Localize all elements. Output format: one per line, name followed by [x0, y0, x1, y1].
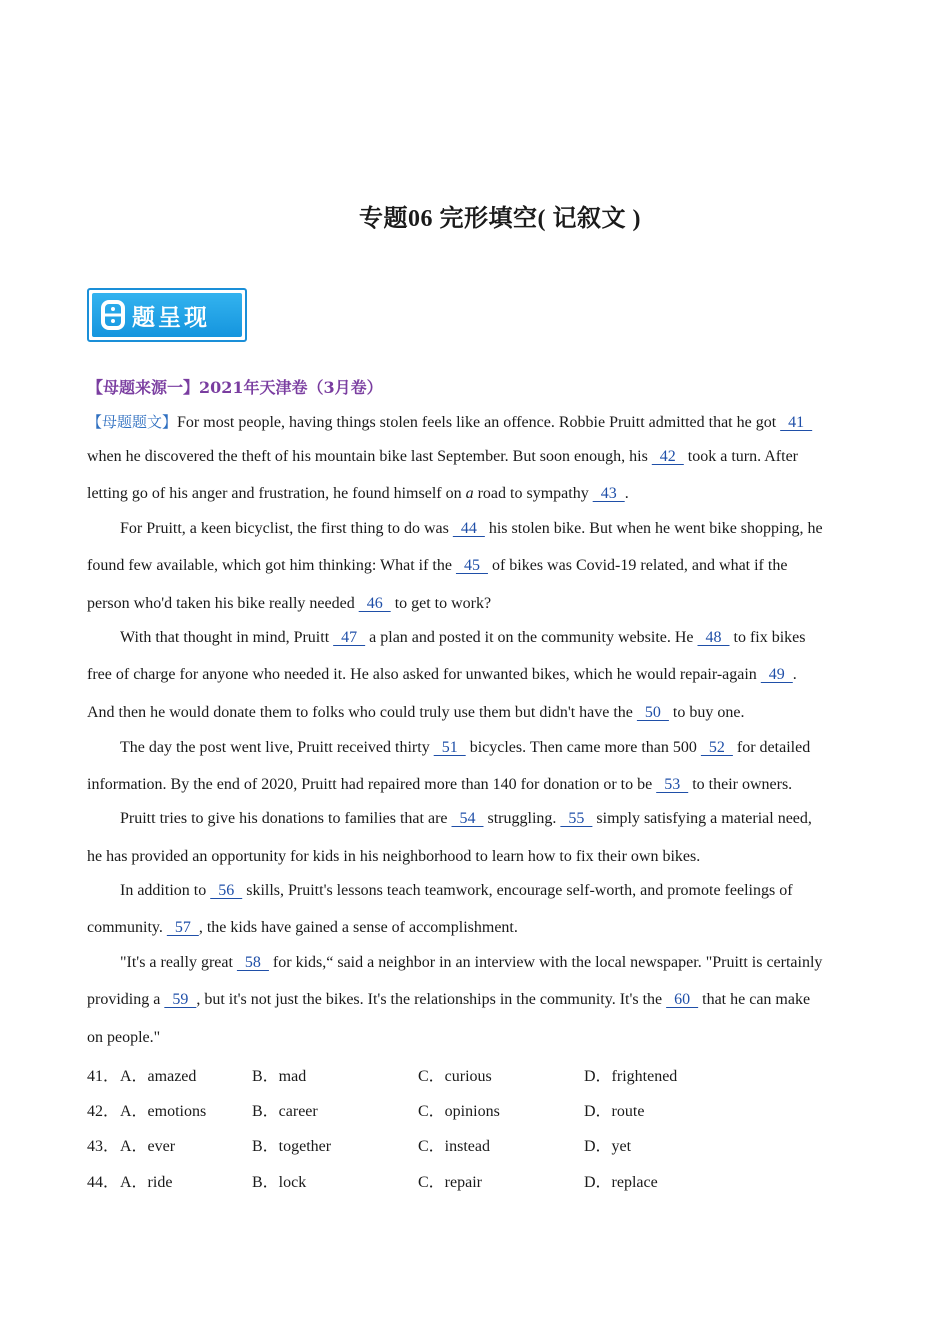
text-segment: For most people, having things stolen feels like an offence. Robbie Pruitt admitted that he got: [177, 414, 781, 431]
passage-line: [120, 739, 810, 757]
question-row: [87, 1063, 787, 1085]
blank-57: 57: [166, 919, 199, 936]
question-row: [87, 1133, 787, 1155]
blank-48: 48: [697, 629, 730, 646]
question-number: 43．: [87, 1138, 120, 1155]
passage-line: [87, 411, 812, 432]
page-title: 专题06 完形填空( 记叙文 ): [359, 206, 641, 232]
passage-line: [120, 629, 806, 647]
badge-body: [92, 293, 242, 337]
question-number: 44．: [87, 1174, 120, 1191]
blank-58: 58: [236, 954, 269, 971]
question-row: [87, 1169, 787, 1191]
text-segment: to get to work?: [390, 595, 492, 612]
answer-option[interactable]: D．route: [584, 1103, 645, 1120]
text-segment: free of charge for anyone who needed it. He also asked for unwanted bikes, which he would repair-again: [87, 666, 761, 683]
text-segment: struggling.: [483, 810, 561, 827]
text-segment: to their owners.: [688, 776, 793, 793]
blank-46: 46: [358, 595, 391, 612]
text-segment: took a turn. After: [683, 448, 798, 465]
answer-option[interactable]: A．emotions: [120, 1103, 207, 1120]
text-segment: simply satisfying a material need,: [592, 810, 812, 827]
mother-symbol-icon: [100, 300, 126, 330]
blank-44: 44: [452, 520, 485, 537]
text-segment: For Pruitt, a keen bicyclist, the first thing to do was: [120, 520, 453, 537]
text-segment: of bikes was Covid-19 related, and what if the: [487, 557, 788, 574]
passage-line: [120, 520, 823, 538]
question-number: 41．: [87, 1068, 120, 1085]
text-segment: road to sympathy: [473, 485, 593, 502]
answer-option[interactable]: D．replace: [584, 1174, 658, 1191]
text-segment: "It's a really great: [120, 954, 237, 971]
answer-option[interactable]: C．instead: [418, 1138, 490, 1155]
passage-line: [87, 848, 700, 866]
passage-line: [120, 810, 812, 828]
text-segment: person who'd taken his bike really needed: [87, 595, 359, 612]
source-line: 【母题来源一】2021年天津卷（3月卷）: [87, 378, 383, 397]
passage-line: [87, 485, 629, 503]
blank-41: 41: [780, 414, 813, 431]
text-segment: to buy one.: [668, 704, 745, 721]
passage-line: [87, 704, 744, 722]
text-segment: , but it's not just the bikes. It's the relationships in the community. It's the: [196, 991, 667, 1008]
blank-45: 45: [455, 557, 488, 574]
answer-option[interactable]: C．opinions: [418, 1103, 500, 1120]
text-segment: to fix bikes: [729, 629, 806, 646]
text-segment: found few available, which got him thinking: What if the: [87, 557, 456, 574]
question-number: 42．: [87, 1103, 120, 1120]
text-segment: providing a: [87, 991, 165, 1008]
passage-line: [120, 954, 822, 972]
passage-line: [87, 666, 797, 684]
text-segment: And then he would donate them to folks who could truly use them but didn't have the: [87, 704, 637, 721]
text-segment: information. By the end of 2020, Pruitt had repaired more than 140 for donation or to be: [87, 776, 657, 793]
text-segment: a: [465, 485, 474, 502]
blank-49: 49: [760, 666, 793, 683]
text-segment: on people.": [87, 1029, 161, 1046]
text-segment: for detailed: [732, 739, 811, 756]
blank-56: 56: [210, 882, 243, 899]
blank-53: 53: [656, 776, 689, 793]
passage-line: [87, 557, 787, 575]
text-segment: , the kids have gained a sense of accomplishment.: [198, 919, 518, 936]
blank-50: 50: [636, 704, 669, 721]
text-segment: The day the post went live, Pruitt received thirty: [120, 739, 434, 756]
blank-47: 47: [333, 629, 366, 646]
text-segment: In addition to: [120, 882, 211, 899]
answer-option[interactable]: A．ride: [120, 1174, 173, 1191]
text-segment: With that thought in mind, Pruitt: [120, 629, 334, 646]
text-segment: he has provided an opportunity for kids in his neighborhood to learn how to fix their own bikes.: [87, 848, 701, 865]
passage-label: 【母题题文】: [87, 413, 178, 431]
text-segment: skills, Pruitt's lessons teach teamwork, encourage self-worth, and promote feelings of: [242, 882, 793, 899]
answer-option[interactable]: B．career: [252, 1103, 318, 1120]
blank-55: 55: [560, 810, 593, 827]
answer-option[interactable]: B．lock: [252, 1174, 307, 1191]
answer-option[interactable]: D．frightened: [584, 1068, 678, 1085]
answer-option[interactable]: B．together: [252, 1138, 332, 1155]
passage-line: [87, 1029, 160, 1047]
blank-59: 59: [164, 991, 197, 1008]
text-segment: for kids,“ said a neighbor in an interview with the local newspaper. "Pruitt is certainly: [268, 954, 823, 971]
section-badge: [87, 288, 247, 342]
answer-option[interactable]: C．repair: [418, 1174, 482, 1191]
passage-line: [87, 595, 491, 613]
blank-43: 43: [592, 485, 625, 502]
answer-option[interactable]: D．yet: [584, 1138, 632, 1155]
text-segment: letting go of his anger and frustration, he found himself on: [87, 485, 466, 502]
text-segment: that he can make: [698, 991, 811, 1008]
text-segment: .: [624, 485, 629, 502]
text-segment: bicycles. Then came more than 500: [465, 739, 701, 756]
text-segment: community.: [87, 919, 167, 936]
blank-54: 54: [451, 810, 484, 827]
text-segment: when he discovered the theft of his mountain bike last September. But soon enough, his: [87, 448, 652, 465]
passage-line: [87, 919, 518, 937]
text-segment: Pruitt tries to give his donations to families that are: [120, 810, 452, 827]
passage-line: [120, 882, 793, 900]
badge-text: 题呈现: [132, 304, 210, 331]
text-segment: .: [792, 666, 797, 683]
blank-52: 52: [700, 739, 733, 756]
blank-60: 60: [666, 991, 699, 1008]
blank-51: 51: [433, 739, 466, 756]
passage-line: [87, 448, 798, 466]
text-segment: a plan and posted it on the community website. He: [365, 629, 698, 646]
answer-option[interactable]: B．mad: [252, 1068, 307, 1085]
answer-option[interactable]: A．ever: [120, 1138, 176, 1155]
passage-line: [87, 776, 792, 794]
question-row: [87, 1098, 787, 1120]
answer-option[interactable]: C．curious: [418, 1068, 492, 1085]
passage-line: [87, 991, 810, 1009]
text-segment: his stolen bike. But when he went bike shopping, he: [484, 520, 823, 537]
answer-option[interactable]: A．amazed: [120, 1068, 197, 1085]
blank-42: 42: [651, 448, 684, 465]
